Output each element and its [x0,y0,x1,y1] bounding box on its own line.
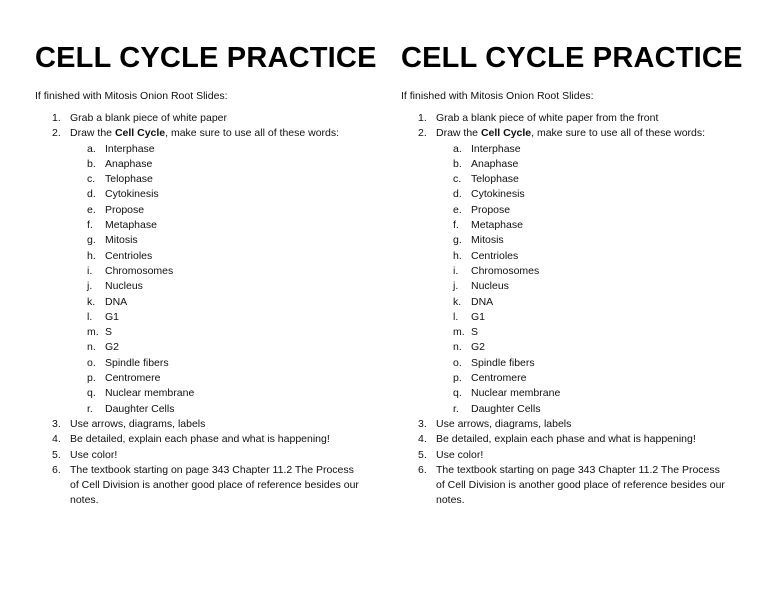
vocab-item [436,356,731,371]
vocab-letter: q. [453,387,462,400]
vocab-word: Metaphase [471,219,523,232]
vocabulary-list [70,142,365,417]
vocab-word: Daughter Cells [471,402,541,415]
vocab-word: Nuclear membrane [105,387,195,400]
vocab-word: G2 [105,341,120,354]
vocab-letter: m. [87,326,99,339]
vocab-letter: n. [453,341,462,354]
vocab-item [70,325,365,340]
vocab-item [436,172,731,187]
step-number: 5. [418,448,427,461]
vocab-word: Interphase [105,142,155,155]
step-text: , make sure to use all of these words: [165,127,340,140]
vocab-item [436,371,731,386]
intro-text: If finished with Mitosis Onion Root Slides: [35,90,228,102]
vocab-word: Centromere [105,372,161,385]
vocab-letter: o. [453,356,462,369]
vocab-letter: i. [453,264,459,277]
step-number: 6. [418,463,427,476]
vocab-letter: q. [87,387,96,400]
vocab-word: Chromosomes [105,264,174,277]
vocab-word: Propose [471,203,511,216]
step-number: 1. [52,112,61,124]
step-text: Grab a blank piece of white paper [70,112,228,124]
instruction-item [401,448,731,463]
vocab-item [70,203,365,218]
step-number: 4. [52,433,61,446]
instruction-item [401,417,731,432]
vocab-word: Centromere [471,372,527,385]
vocab-item [436,142,731,157]
vocab-letter: k. [87,295,96,308]
vocab-letter: g. [87,234,96,247]
instruction-item [35,448,365,463]
step-number: 6. [52,463,61,476]
vocab-letter: l. [87,310,93,323]
vocab-letter: a. [453,142,462,155]
vocab-word: S [105,326,113,339]
vocab-word: Metaphase [105,219,157,232]
instruction-item [401,463,731,509]
vocab-item [70,279,365,294]
instruction-item [401,432,731,447]
step-text: Be detailed, explain each phase and what is happening! [436,433,696,446]
vocab-letter: c. [453,173,462,186]
vocab-letter: r. [87,402,93,415]
vocab-item [436,157,731,172]
vocab-letter: p. [87,372,96,385]
vocab-word: Cytokinesis [471,188,525,201]
step-text: Use color! [70,448,118,461]
vocab-letter: b. [453,157,462,170]
instruction-item [35,417,365,432]
instruction-item [35,126,365,417]
vocab-letter: p. [453,372,462,385]
step-text: The textbook starting on page 343 Chapter 11.2 The Process of Cell Division is another good place of reference besides our notes. [70,463,359,507]
vocab-item [436,264,731,279]
vocab-item [70,356,365,371]
vocab-word: Anaphase [471,157,519,170]
vocab-word: Mitosis [471,234,504,247]
vocab-item [436,402,731,417]
vocab-letter: o. [87,356,96,369]
vocab-letter: f. [453,219,459,232]
vocab-word: Nuclear membrane [471,387,561,400]
step-text: Draw the [70,127,115,140]
vocab-item [70,172,365,187]
vocab-item [70,402,365,417]
vocab-item [436,386,731,401]
step-number: 3. [52,417,61,430]
step-text: Grab a blank piece of white paper from the front [436,112,659,124]
vocab-word: Telophase [471,173,519,186]
vocab-letter: i. [87,264,93,277]
vocab-letter: l. [453,310,459,323]
step-text: Draw the [436,127,481,140]
vocab-item [436,203,731,218]
vocab-item [70,340,365,355]
vocab-item [436,187,731,202]
vocab-item [436,279,731,294]
vocab-item [70,157,365,172]
instruction-item [35,111,365,126]
vocab-word: Spindle fibers [471,356,535,369]
vocab-item [70,386,365,401]
vocab-word: Nucleus [471,280,509,293]
vocab-letter: a. [87,142,96,155]
step-number: 1. [418,112,427,124]
vocab-item [70,310,365,325]
step-number: 5. [52,448,61,461]
page-title: CELL CYCLE PRACTICE [35,42,377,74]
intro-text: If finished with Mitosis Onion Root Slides: [401,90,594,102]
vocab-item [70,264,365,279]
vocab-letter: m. [453,326,465,339]
vocab-letter: k. [453,295,462,308]
vocab-item [70,142,365,157]
vocab-item [436,249,731,264]
vocab-item [436,325,731,340]
vocab-word: Propose [105,203,145,216]
vocab-letter: f. [87,219,93,232]
step-text: Use arrows, diagrams, labels [70,417,206,430]
vocab-word: G1 [105,310,120,323]
step-text: The textbook starting on page 343 Chapter 11.2 The Process of Cell Division is another good place of reference besides our notes. [436,463,725,507]
vocab-word: Anaphase [105,157,153,170]
vocab-word: DNA [471,295,494,308]
vocab-word: Spindle fibers [105,356,169,369]
vocab-item [70,187,365,202]
vocab-letter: c. [87,173,96,186]
vocab-word: Centrioles [471,249,519,262]
vocab-item [436,295,731,310]
vocab-item [436,218,731,233]
vocab-word: G2 [471,341,486,354]
vocab-letter: j. [453,280,459,293]
vocab-word: Chromosomes [471,264,540,277]
step-number: 4. [418,433,427,446]
vocab-word: DNA [105,295,128,308]
vocab-letter: e. [453,203,462,216]
vocab-item [436,310,731,325]
vocab-word: Nucleus [105,280,143,293]
step-text: Use color! [436,448,484,461]
page-title: CELL CYCLE PRACTICE [401,42,743,74]
vocab-word: Interphase [471,142,521,155]
vocab-item [70,295,365,310]
vocab-item [70,233,365,248]
instruction-item [401,126,731,417]
step-text: , make sure to use all of these words: [531,127,706,140]
step-text: Be detailed, explain each phase and what is happening! [70,433,330,446]
vocab-letter: d. [87,188,96,201]
vocab-item [70,249,365,264]
instructions-list [35,111,365,509]
step-number: 2. [52,127,61,140]
vocab-letter: h. [453,249,462,262]
instructions-list [401,111,731,509]
vocab-word: G1 [471,310,486,323]
vocab-word: Cytokinesis [105,188,159,201]
vocab-item [70,218,365,233]
vocab-word: S [471,326,479,339]
step-number: 3. [418,417,427,430]
vocab-letter: d. [453,188,462,201]
step-text: Use arrows, diagrams, labels [436,417,572,430]
step-text-bold: Cell Cycle [114,127,166,140]
vocab-item [70,371,365,386]
instruction-item [35,432,365,447]
vocabulary-list [436,142,731,417]
step-text-bold: Cell Cycle [480,127,532,140]
vocab-letter: g. [453,234,462,247]
instruction-item [401,111,731,126]
vocab-word: Telophase [105,173,153,186]
vocab-letter: j. [87,280,93,293]
vocab-word: Centrioles [105,249,153,262]
vocab-letter: r. [453,402,459,415]
vocab-letter: e. [87,203,96,216]
vocab-item [436,340,731,355]
instruction-item [35,463,365,509]
vocab-item [436,233,731,248]
vocab-word: Daughter Cells [105,402,175,415]
vocab-letter: n. [87,341,96,354]
vocab-word: Mitosis [105,234,138,247]
vocab-letter: h. [87,249,96,262]
step-number: 2. [418,127,427,140]
vocab-letter: b. [87,157,96,170]
